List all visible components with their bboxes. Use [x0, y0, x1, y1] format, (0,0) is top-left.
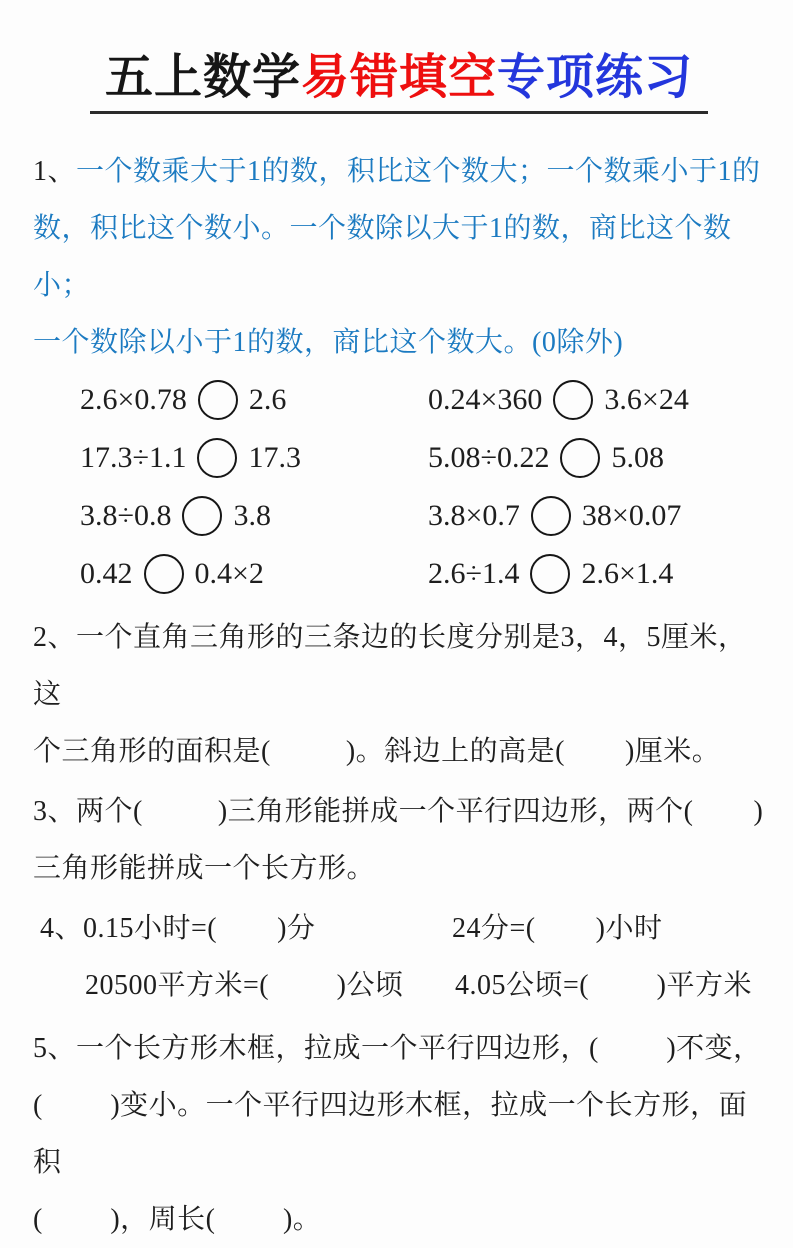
expression-right: 5.08 [611, 441, 664, 474]
answer-circle [530, 554, 570, 594]
comparison-cell [428, 380, 765, 420]
question-5-line-1: 5、一个长方形木框，拉成一个平行四边形，( )不变， [33, 1033, 762, 1064]
question-4-conversion-3: 20500平方米=( )公顷 [85, 970, 404, 1001]
expression-right: 3.6×24 [604, 383, 689, 416]
comparison-row-4 [80, 545, 765, 603]
question-4-conversion-2: 24分=( )小时 [452, 913, 663, 944]
question-3-line-1: 3、两个( )三角形能拼成一个平行四边形，两个( ) [33, 796, 764, 827]
question-4-line-1 [33, 900, 765, 957]
title-part-red: 易错填空 [300, 51, 497, 104]
expression-left: 3.8÷0.8 [80, 499, 172, 532]
comparison-cell [80, 554, 428, 594]
comparison-cell [80, 496, 428, 536]
question-3 [33, 783, 765, 897]
question-4-conversion-1: 4、0.15小时=( )分 [40, 913, 316, 944]
question-1-line-2: 数，积比这个数小。一个数除以大于1的数，商比这个数小； [33, 213, 732, 301]
answer-circle [560, 438, 600, 478]
question-1-text-1: 一个数乘大于1的数，积比这个数大；一个数乘小于1的 [76, 156, 761, 187]
expression-right: 17.3 [248, 441, 301, 474]
question-2 [33, 609, 765, 780]
expression-right: 2.6×1.4 [581, 557, 674, 590]
answer-circle [197, 438, 237, 478]
comparison-cell [428, 438, 765, 478]
question-2-line-2: 个三角形的面积是( )。斜边上的高是( )厘米。 [33, 736, 721, 767]
expression-left: 0.24×360 [428, 383, 543, 416]
expression-left: 17.3÷1.1 [80, 441, 187, 474]
page-title [33, 50, 765, 106]
expression-left: 2.6×0.78 [80, 383, 187, 416]
question-1-line-3: 一个数除以小于1的数，商比这个数大。(0除外) [33, 327, 624, 358]
title-part-black: 五上数学 [104, 51, 301, 104]
question-5-line-3: ( )，周长( )。 [33, 1204, 322, 1235]
expression-right: 2.6 [248, 383, 287, 416]
expression-left: 2.6÷1.4 [428, 557, 520, 590]
title-underline [90, 111, 708, 114]
question-2-line-1: 2、一个直角三角形的三条边的长度分别是3，4，5厘米，这 [33, 622, 747, 710]
answer-circle [553, 380, 593, 420]
question-1 [33, 143, 765, 371]
comparison-row-2 [80, 429, 765, 487]
title-part-blue: 专项练习 [497, 51, 694, 104]
answer-circle [531, 496, 571, 536]
answer-circle [144, 554, 184, 594]
comparison-cell [80, 380, 428, 420]
expression-right: 0.4×2 [194, 557, 264, 590]
question-5 [33, 1020, 765, 1248]
question-5-line-2: ( )变小。一个平行四边形木框，拉成一个长方形，面积 [33, 1090, 748, 1178]
expression-right: 3.8 [233, 499, 271, 532]
comparison-cell [80, 438, 428, 478]
comparison-row-3 [80, 487, 765, 545]
question-3-line-2: 三角形能拼成一个长方形。 [33, 853, 376, 884]
comparison-cell [428, 496, 765, 536]
expression-left: 3.8×0.7 [428, 499, 520, 532]
comparison-cell [428, 554, 765, 594]
expression-left: 0.42 [80, 557, 133, 590]
comparison-row-1 [80, 371, 765, 429]
question-4-line-2 [33, 957, 765, 1014]
answer-circle [198, 380, 238, 420]
question-1-line-1 [33, 143, 765, 200]
comparison-exercises [33, 371, 765, 603]
question-4-conversion-4: 4.05公顷=( )平方米 [455, 970, 752, 1001]
question-4 [33, 900, 765, 1014]
expression-right: 38×0.07 [581, 499, 682, 532]
question-1-number: 1、 [33, 156, 77, 187]
answer-circle [182, 496, 222, 536]
expression-left: 5.08÷0.22 [428, 441, 550, 474]
